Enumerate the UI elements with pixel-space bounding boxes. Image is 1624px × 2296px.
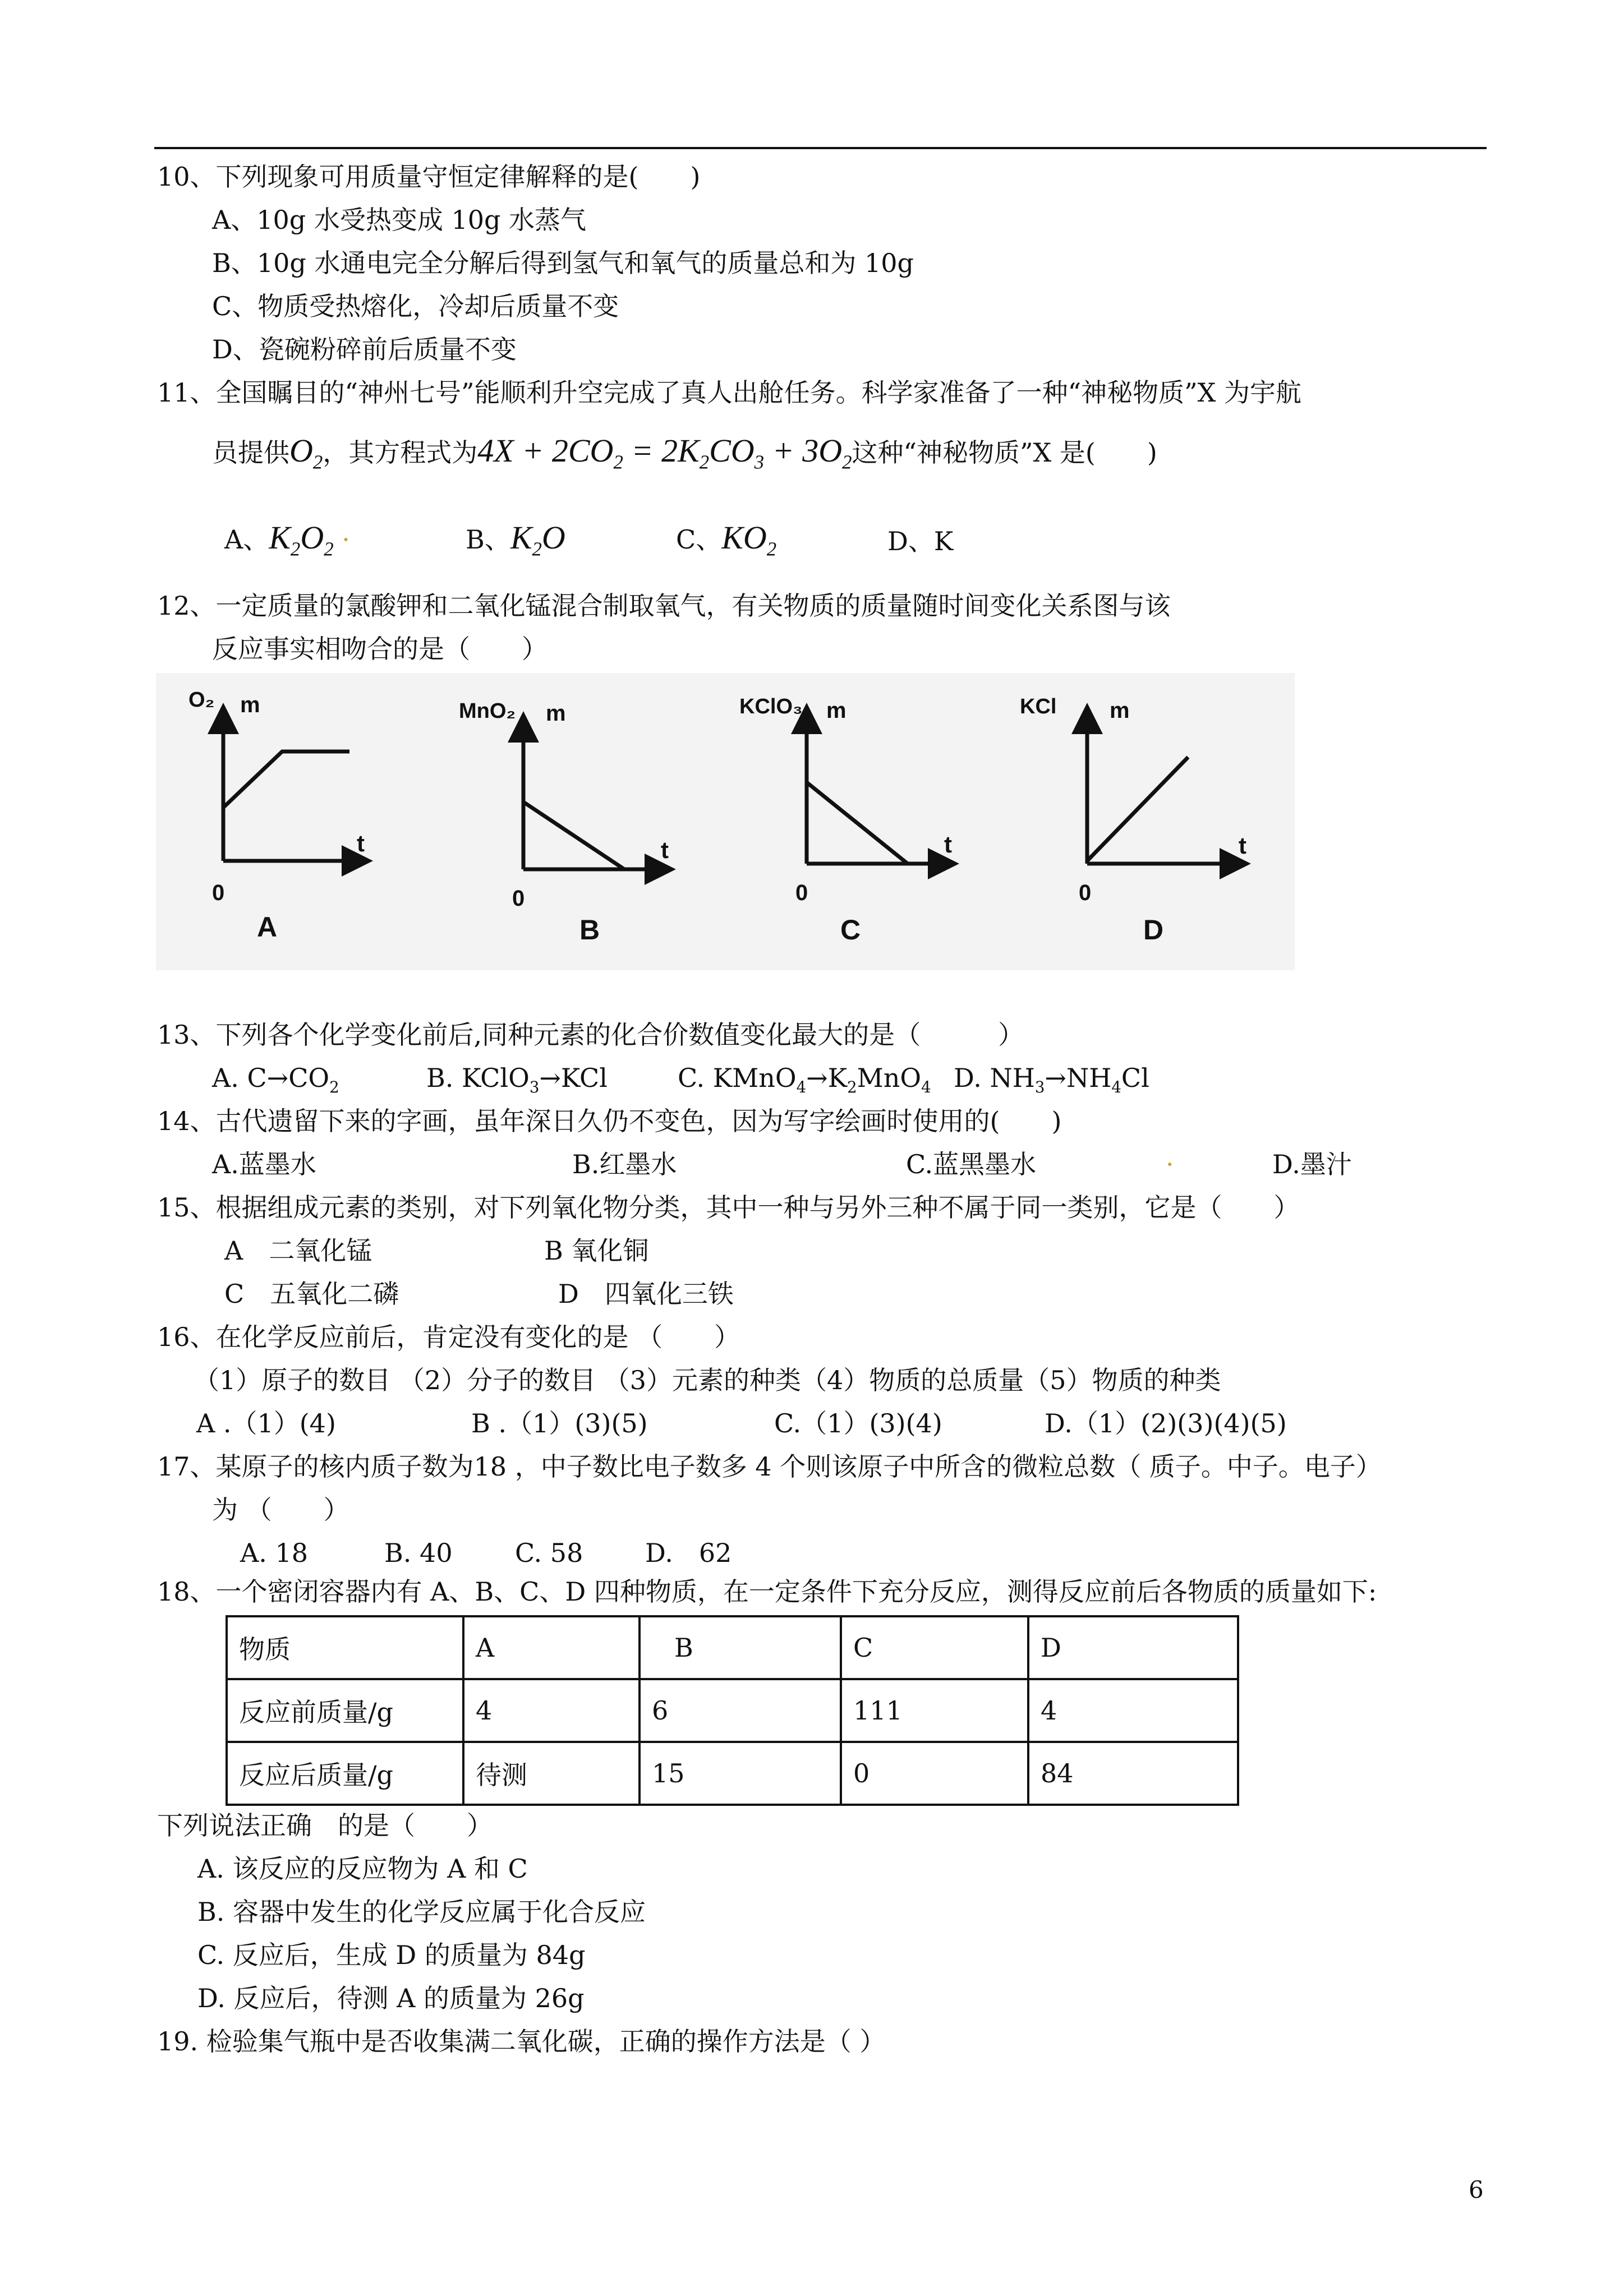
graph-c-origin: 0 (795, 880, 808, 905)
arrow-icon: → (266, 1063, 289, 1093)
q17-option-d: D. 62 (645, 1538, 732, 1568)
table-cell: 111 (841, 1679, 1028, 1742)
q12-stem-line1: 12、一定质量的氯酸钾和二氧化锰混合制取氧气，有关物质的质量随时间变化关系图与该 (157, 591, 1171, 621)
header-rule (154, 147, 1487, 149)
table-cell: 6 (640, 1679, 841, 1742)
graph-c-curve (807, 782, 908, 864)
q13-stem: 13、下列各个化学变化前后,同种元素的化合价数值变化最大的是（ ） (157, 1020, 1024, 1050)
table-header-cell: 物质 (227, 1616, 463, 1679)
q12-graphs-svg (156, 673, 1295, 970)
q15-stem: 15、根据组成元素的类别，对下列氧化物分类，其中一种与另外三种不属于同一类别，它是（ ） (157, 1192, 1300, 1223)
q13-option-d-text: D. NH (954, 1063, 1035, 1093)
q10-option-b: B、10g 水通电完全分解后得到氢气和氧气的质量总和为 10g (212, 248, 914, 278)
q17-stem-line2: 为 （ ） (212, 1495, 349, 1525)
q14-option-a: A.蓝墨水 (212, 1149, 316, 1179)
q13-option-b-text: B. KClO (426, 1063, 530, 1093)
graph-a-origin: 0 (212, 880, 225, 905)
q13-option-d-product-nh: NH (1066, 1063, 1112, 1093)
graph-d-label: D (1143, 914, 1164, 946)
q11-stem-prefix: 员提供 (212, 437, 289, 468)
q15-option-a: A 二氧化锰 (224, 1235, 372, 1266)
formula-ko2: $KO_2$ (721, 519, 777, 560)
q14-option-b: B.红墨水 (572, 1149, 677, 1179)
q14-option-c: C.蓝黑墨水 (906, 1149, 1037, 1179)
q10-stem: 10、下列现象可用质量守恒定律解释的是( ) (157, 162, 701, 192)
table-cell: 4 (463, 1679, 640, 1742)
q11-stem-line1: 11、全国瞩目的“神州七号”能顺利升空完成了真人出舱任务。科学家准备了一种“神秘物质”X 为宇航 (157, 377, 1301, 408)
table-row (227, 1742, 1238, 1805)
table-cell: 反应前质量/g (227, 1679, 463, 1742)
q10-option-d: D、瓷碗粉碎前后质量不变 (212, 334, 517, 365)
q15-option-c: C 五氧化二磷 (224, 1279, 399, 1309)
graph-b-label: B (579, 914, 600, 946)
graph-b-origin: 0 (512, 886, 525, 911)
q19-stem: 19. 检验集气瓶中是否收集满二氧化碳，正确的操作方法是（ ） (157, 2026, 886, 2057)
q13-option-b: B. KClO$_3$→KCl (426, 1063, 608, 1097)
q10-option-a: A、10g 水受热变成 10g 水蒸气 (212, 205, 587, 235)
q12-stem-line2: 反应事实相吻合的是（ ） (212, 634, 548, 664)
q18-option-b: B. 容器中发生的化学反应属于化合反应 (197, 1897, 646, 1927)
q13-option-c: C. $KMnO_4\to K_2MnO_4$ (678, 1063, 931, 1097)
graph-b (523, 715, 672, 869)
table-row (227, 1616, 1238, 1679)
q11-option-c-label: C、 (676, 524, 722, 555)
graph-b-ylabel: MnO₂ (459, 699, 516, 723)
q16-option-d: D.（1）(2)(3)(4)(5) (1045, 1408, 1287, 1439)
arrow-icon: → (1045, 1063, 1066, 1093)
graph-d-curve (1087, 757, 1188, 861)
graph-b-xaxis: t (661, 837, 669, 863)
q11-option-a-label: A、 (224, 524, 269, 555)
q13-option-b-product: KCl (560, 1063, 608, 1093)
q14-option-d: D.墨汁 (1272, 1149, 1352, 1179)
table-row (227, 1679, 1238, 1742)
table-cell: 15 (640, 1742, 841, 1805)
graph-c (807, 707, 955, 864)
q15-option-b: B 氧化铜 (544, 1235, 649, 1266)
graph-a-ylabel: O₂ (188, 688, 215, 712)
page-number: 6 (1469, 2176, 1484, 2203)
q13-option-c-product-mno: MnO (857, 1063, 922, 1093)
stray-dot: · (1166, 1149, 1174, 1179)
graph-a-yaxis: m (240, 693, 260, 717)
graph-c-yaxis: m (826, 698, 846, 723)
q11-option-b (466, 519, 565, 561)
graph-d-xaxis: t (1239, 832, 1246, 859)
q18-option-c: C. 反应后，生成 D 的质量为 84g (197, 1940, 586, 1970)
arrow-icon: → (539, 1063, 561, 1093)
graph-c-label: C (840, 914, 861, 946)
q16-option-a: A .（1）(4) (196, 1408, 336, 1439)
graph-a-label: A (257, 911, 278, 943)
reaction-equation: $4X + 2CO_2 = 2K_2CO_3 + 3O_2$ (477, 432, 852, 473)
formula-o2: $O_2$ (289, 432, 323, 473)
q13-option-d: D. $NH_3\to NH_4Cl$ (954, 1063, 1149, 1097)
graph-b-curve (523, 802, 624, 869)
q17-option-a: A. 18 (240, 1538, 308, 1568)
stray-dot: · (333, 524, 350, 555)
q16-items: （1）原子的数目 （2）分子的数目 （3）元素的种类（4）物质的总质量（5）物质的种类 (194, 1365, 1221, 1395)
q18-ask: 下列说法正确 的是（ ） (157, 1810, 493, 1841)
q11-option-a (224, 519, 350, 561)
q10-option-c: C、物质受热熔化，冷却后质量不变 (212, 291, 619, 321)
q18-stem: 18、一个密闭容器内有 A、B、C、D 四种物质，在一定条件下充分反应，测得反应前后各物质的质量如下: (157, 1576, 1377, 1607)
q13-option-a-text: A. C (212, 1063, 267, 1093)
table-cell: 84 (1028, 1742, 1238, 1805)
table-header-cell: C (841, 1616, 1028, 1679)
q11-option-c (676, 519, 776, 561)
q17-option-c: C. 58 (515, 1538, 583, 1568)
formula-k2o: $K_2O$ (510, 519, 565, 560)
table-header-cell: B (640, 1616, 841, 1679)
q13-option-c-product-k: K (827, 1063, 848, 1093)
q11-option-d: D、K (887, 526, 954, 556)
graph-a (223, 707, 369, 861)
q11-stem-mid: ，其方程式为 (323, 437, 478, 468)
graph-c-ylabel: KClO₃ (739, 695, 803, 718)
q13-option-a: A. $C\to CO_2$ (212, 1063, 339, 1097)
q16-option-b: B .（1）(3)(5) (471, 1408, 648, 1439)
q17-option-b: B. 40 (384, 1538, 453, 1568)
table-header-cell: A (463, 1616, 640, 1679)
table-cell: 4 (1028, 1679, 1238, 1742)
formula-k2o2: $K_2O_2$ (269, 519, 334, 560)
q13-option-d-product-cl: Cl (1121, 1063, 1149, 1093)
q16-stem: 16、在化学反应前后，肯定没有变化的是 （ ） (157, 1322, 740, 1352)
q18-table (226, 1615, 1239, 1806)
q11-stem-suffix: 这种“神秘物质”X 是( ) (852, 437, 1157, 468)
table-cell: 反应后质量/g (227, 1742, 463, 1805)
q18-option-d: D. 反应后，待测 A 的质量为 26g (197, 1983, 585, 2013)
table-cell: 待测 (463, 1742, 640, 1805)
graph-a-xaxis: t (357, 830, 365, 856)
q18-option-a: A. 该反应的反应物为 A 和 C (197, 1854, 528, 1884)
table-header-cell: D (1028, 1616, 1238, 1679)
table-cell: 0 (841, 1742, 1028, 1805)
arrow-icon: → (806, 1063, 828, 1093)
graph-b-yaxis: m (546, 701, 566, 726)
graph-d-yaxis: m (1110, 698, 1130, 723)
q16-option-c: C.（1）(3)(4) (774, 1408, 942, 1439)
q13-option-c-text: C. KMnO (678, 1063, 797, 1093)
q11-option-b-label: B、 (466, 524, 510, 555)
q17-stem-line1: 17、某原子的核内质子数为18 ，中子数比电子数多 4 个则该原子中所含的微粒总数（ 质子。中子。电子） (157, 1451, 1382, 1482)
q12-graphs (156, 673, 1295, 970)
graph-c-xaxis: t (944, 831, 952, 857)
q11-stem-line2 (212, 432, 1157, 474)
graph-d-origin: 0 (1079, 880, 1092, 905)
graph-a-curve (223, 751, 349, 808)
q14-stem: 14、古代遗留下来的字画，虽年深日久仍不变色，因为写字绘画时使用的( ) (157, 1106, 1062, 1136)
graph-d (1087, 707, 1247, 864)
graph-d-ylabel: KCl (1020, 695, 1057, 718)
q15-option-d: D 四氧化三铁 (558, 1279, 734, 1309)
